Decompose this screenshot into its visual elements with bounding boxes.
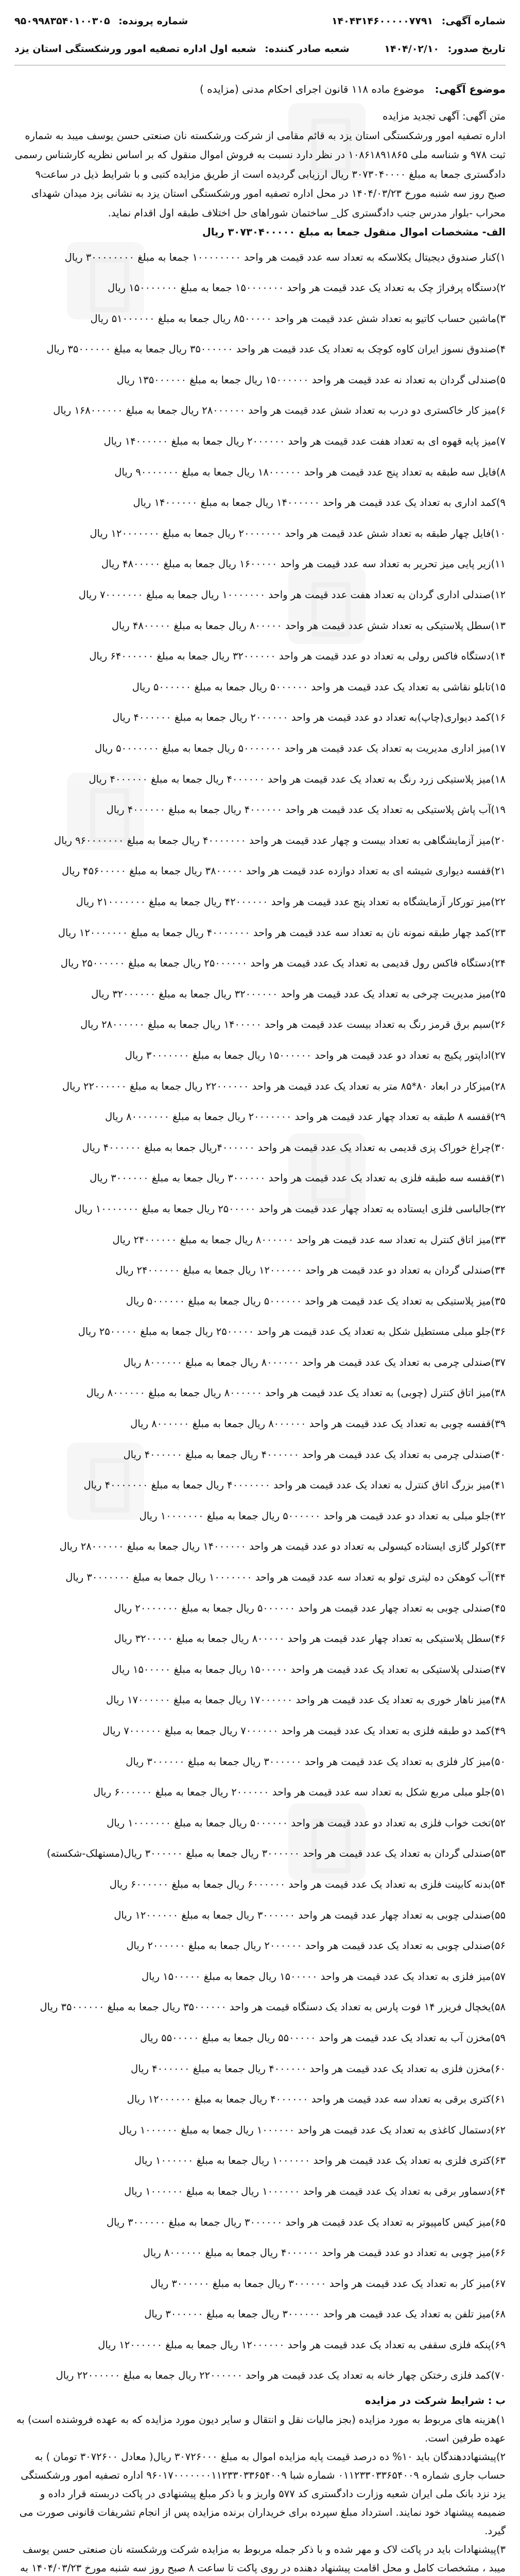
issue-date bbox=[384, 43, 506, 55]
list-item: ۳۲)جالباسی فلزی ایستاده به تعداد چهار عدد قیمت هر واحد ۲۵۰۰۰۰۰ ریال جمعا به مبلغ ۱۰۰۰۰۰۰۰ ریال bbox=[74, 1202, 506, 1215]
list-item: ۵۴)بدنه کابینت فلزی به تعداد یک عدد قیمت هر واحد ۶۰۰۰۰۰۰ ریال جمعا به مبلغ ۶۰۰۰۰۰۰ ریال bbox=[109, 1878, 506, 1890]
list-item: ۳۶)جلو مبلی مستطیل شکل به تعداد یک عدد قیمت هر واحد ۲۵۰۰۰۰۰ ریال جمعا به مبلغ ۲۵۰۰۰۰۰ ریال bbox=[78, 1326, 506, 1338]
list-item: ۴۷)صندلی پلاستیکی به تعداد یک عدد قیمت هر واحد ۱۵۰۰۰۰۰ ریال جمعا به مبلغ ۱۵۰۰۰۰۰ ریال bbox=[111, 1663, 506, 1675]
issue-date-label: تاریخ صدور: bbox=[447, 43, 506, 55]
list-item: ۱۴)دستگاه فاکس رولی به تعداد دو عدد قیمت هر واحد ۳۲۰۰۰۰۰۰ ریال جمعا به مبلغ ۶۴۰۰۰۰۰۰ ریال bbox=[89, 650, 506, 663]
list-item: ۱۳)سطل پلاستیکی به تعداد شش عدد قیمت هر واحد ۸۰۰۰۰۰ ریال جمعا به مبلغ ۴۸۰۰۰۰۰ ریال bbox=[111, 619, 506, 632]
ad-title: متن آگهی: آگهی تجدید مزایده bbox=[383, 110, 506, 122]
case-number-value: ۹۵۰۹۹۸۳۵۴۰۱۰۰۳۰۵ bbox=[14, 15, 110, 27]
list-item: ۳۷)صندلی چرمی به تعداد یک عدد قیمت هر واحد ۸۰۰۰۰۰۰ ریال جمعا به مبلغ ۸۰۰۰۰۰۰ ریال bbox=[123, 1356, 506, 1368]
list-item: ۵۳)صندلی گردان به تعداد یک عدد قیمت هر واحد ۳۰۰۰۰۰۰ ریال جمعا به مبلغ ۳۰۰۰۰۰۰ ریال(مستهلک-شکسته) bbox=[46, 1848, 506, 1860]
list-item: ۸)فایل سه طبقه به تعداد پنج عدد قیمت هر واحد ۱۸۰۰۰۰۰۰ ریال جمعا به مبلغ ۹۰۰۰۰۰۰۰ ریال bbox=[114, 466, 506, 478]
list-item: ۳۱)قفسه سه طبقه فلزی به تعداد یک عدد قیمت هر واحد ۳۰۰۰۰۰۰ ریال جمعا به مبلغ ۳۰۰۰۰۰۰ ریال bbox=[90, 1172, 506, 1184]
list-item: ۴۹)کمد دو طبقه فلزی به تعداد یک عدد قیمت هر واحد ۷۰۰۰۰۰۰ ریال جمعا به مبلغ ۷۰۰۰۰۰۰ ریال bbox=[102, 1725, 506, 1737]
list-item: ۲۰)میز آزمایشگاهی به تعداد بیست و چهار عدد قیمت هر واحد ۴۰۰۰۰۰۰۰ ریال جمعا به مبلغ ۹۶۰۰۰۰۰۰۰ ریال bbox=[54, 834, 506, 846]
condition-item: ۱)هزینه های مربوط به مورد مزایده (بجز مالیات نقل و انتقال و سایر دیون مورد مزایده که به عهده فروشنده است) به عهده طرفین است. bbox=[16, 2413, 506, 2444]
list-item: ۱۷)میز اداری مدیریت به تعداد یک عدد قیمت هر واحد ۵۰۰۰۰۰۰۰ ریال جمعا به مبلغ ۵۰۰۰۰۰۰۰ ریال bbox=[95, 742, 506, 754]
issuing-branch-label: شعبه صادر کننده: bbox=[265, 43, 350, 55]
list-item: ۳۴)صندلی گردان به تعداد دو عدد قیمت هر واحد ۱۲۰۰۰۰۰۰ ریال جمعا به مبلغ ۲۴۰۰۰۰۰۰ ریال bbox=[115, 1264, 506, 1277]
issuing-branch bbox=[14, 43, 350, 55]
list-item: ۱۹)آب پاش پلاستیکی به تعداد یک عدد قیمت هر واحد ۴۰۰۰۰۰۰ ریال جمعا به مبلغ ۴۰۰۰۰۰۰ ریال bbox=[106, 804, 506, 816]
list-item: ۶۱)کتری برقی به تعداد سه عدد قیمت هر واحد ۴۰۰۰۰۰۰ ریال جمعا به مبلغ ۱۲۰۰۰۰۰۰ ریال bbox=[127, 2093, 506, 2106]
list-item: ۲۸)میزکار در ابعاد ۸۰*۸۵ متر به تعداد یک عدد قیمت هر واحد ۲۲۰۰۰۰۰۰ ریال جمعا به مبلغ ۲۲۰۰۰۰۰۰ ریال bbox=[62, 1080, 506, 1092]
list-item: ۵۹)مخزن آب به تعداد یک عدد قیمت هر واحد ۵۵۰۰۰۰۰ ریال جمعا به مبلغ ۵۵۰۰۰۰۰ ریال bbox=[140, 2031, 506, 2044]
list-item: ۳۹)قفسه چوبی به تعداد یک عدد قیمت هر واحد ۸۰۰۰۰۰۰ ریال جمعا به مبلغ ۸۰۰۰۰۰۰ ریال bbox=[130, 1418, 506, 1430]
list-item: ۲۶)سیم برق قرمز رنگ به تعداد بیست عدد قیمت هر واحد ۱۴۰۰۰۰۰ ریال جمعا به مبلغ ۲۸۰۰۰۰۰۰ ریال bbox=[80, 1019, 506, 1031]
list-item: ۶۰)مخزن فلزی به تعداد یک عدد قیمت هر واحد ۴۰۰۰۰۰۰ ریال جمعا به مبلغ ۴۰۰۰۰۰۰ ریال bbox=[130, 2062, 506, 2075]
list-item: ۲۳)کمد چهار طبقه نمونه نان به تعداد سه عدد قیمت هر واحد ۴۰۰۰۰۰۰۰ ریال جمعا به مبلغ ۱۲۰۰۰۰۰۰۰ ریال bbox=[58, 926, 506, 939]
list-item: ۲۴)دستگاه فاکس رول قدیمی به تعداد یک عدد قیمت هر واحد ۲۵۰۰۰۰۰۰ ریال جمعا به مبلغ ۲۵۰۰۰۰۰۰ ریال bbox=[60, 957, 506, 970]
list-item: ۶۲)دستمال کاغذی به تعداد یک عدد قیمت هر واحد ۱۰۰۰۰۰۰ ریال جمعا به مبلغ ۱۰۰۰۰۰۰ ریال bbox=[118, 2124, 506, 2136]
list-item: ۵۵)صندلی چوبی به تعداد چهار عدد قیمت هر واحد ۳۰۰۰۰۰۰ ریال جمعا به مبلغ ۱۲۰۰۰۰۰۰ ریال bbox=[114, 1909, 506, 1921]
list-item: ۴۵)صندلی چوبی به تعداد چهار عدد قیمت هر واحد ۵۰۰۰۰۰۰ ریال جمعا به مبلغ ۲۰۰۰۰۰۰۰ ریال bbox=[114, 1602, 506, 1614]
list-item: ۱۵)تابلو نقاشی به تعداد یک عدد قیمت هر واحد ۵۰۰۰۰۰۰ ریال جمعا به مبلغ ۵۰۰۰۰۰۰ ریال bbox=[132, 681, 506, 693]
list-item: ۶۸)میز تلفن به تعداد یک عدد قیمت هر واحد ۳۰۰۰۰۰۰ ریال جمعا به مبلغ ۳۰۰۰۰۰۰ ریال bbox=[144, 2308, 506, 2320]
list-item: ۵)صندلی گردان به تعداد نه عدد قیمت هر واحد ۱۵۰۰۰۰۰۰ ریال جمعا به مبلغ ۱۳۵۰۰۰۰۰۰ ریال bbox=[116, 374, 506, 386]
list-item: ۴۳)کولر گازی ایستاده کیسولی به تعداد دو عدد قیمت هر واحد ۱۴۰۰۰۰۰۰ ریال جمعا به مبلغ ۲۸۰۰۰۰۰۰ ریال bbox=[59, 1540, 506, 1553]
list-item: ۲)دستگاه پرفراژ چک به تعداد یک عدد قیمت هر واحد ۱۵۰۰۰۰۰۰۰ جمعا به مبلغ ۱۵۰۰۰۰۰۰۰ ریال bbox=[107, 282, 506, 294]
list-item: ۱۸)میز پلاستیکی زرد رنگ به تعداد یک عدد قیمت هر واحد ۴۰۰۰۰۰۰ ریال جمعا به مبلغ ۴۰۰۰۰۰۰ ریال bbox=[89, 773, 506, 785]
list-item: ۵۷)میز فلزی به تعداد یک عدد قیمت هر واحد ۱۵۰۰۰۰۰ ریال جمعا به مبلغ ۱۵۰۰۰۰۰ ریال bbox=[141, 1970, 506, 1982]
condition-item: ۲)پیشنهاددهندگان باید ۱۰% ده درصد قیمت پایه مزایده اموال به مبلغ ۳۰۷۲۶۰۰۰ ریال( معادل ۳۰۷۲۶۰۰ تومان ) به حساب جاری شماره ۰۱۱۲۳۳۰۳۳۶۵۴۰۰۹ شماره شبا ۹۶۰۱۷۰۰۰۰۰۰۰۱۱۲۳۳۰۳۳۶۵۴۰۰۹ اداره تصفیه امور ورشکستگی یزد نزد بانک ملی ایران شعبه وزارت دادگستری کد ۵۷۷ واریز و با ذکر مبلغ پیشنهادی در پاکت دربسته قرار داده و ضمیمه پیشنهاد خود نمایند. استرداد مبلغ سپرده برای خریداران برنده مزایده پس از انجام تشریفات قانونی صورت می گیرد. bbox=[19, 2450, 506, 2537]
list-item: ۶۵)میز کیس کامپیوتر به تعداد یک عدد قیمت هر واحد ۳۰۰۰۰۰۰ ریال جمعا به مبلغ ۳۰۰۰۰۰۰ ریال bbox=[106, 2216, 506, 2228]
subject-label: موضوع آگهی: bbox=[435, 83, 506, 95]
list-item: ۲۲)میز تورکار آزمایشگاه به تعداد پنج عدد قیمت هر واحد ۴۲۰۰۰۰۰۰ ریال جمعا به مبلغ ۲۱۰۰۰۰۰۰۰ ریال bbox=[76, 895, 506, 908]
list-item: ۶۶)میز چوبی به تعداد دو عدد قیمت هر واحد ۴۰۰۰۰۰۰ ریال جمعا به مبلغ ۸۰۰۰۰۰۰ ریال bbox=[143, 2247, 506, 2259]
list-item: ۶۳)کتری فلزی به تعداد یک عدد قیمت هر واحد ۱۰۰۰۰۰۰ ریال جمعا به مبلغ ۱۰۰۰۰۰۰ ریال bbox=[134, 2155, 506, 2167]
list-item: ۵۸)یخچال فریزر ۱۴ فوت پارس به تعداد یک دستگاه قیمت هر واحد ۳۵۰۰۰۰۰۰ ریال جمعا به مبلغ ۳۵۰۰۰۰۰۰ ریال bbox=[40, 2001, 506, 2013]
condition-item: ۳)پیشنهادات باید در پاکت لاک و مهر شده و با ذکر جمله مربوط به مزایده شرکت ورشکسته نان صنعتی حسن یوسف میبد ، مشخصات کامل و محل اقامت پیشنهاد دهنده در روی پاکت تا ساعت ۸ صبح روز سه شنبه مورخ ۱۴۰۴/۰۳/۲۳ به bbox=[20, 2543, 506, 2574]
list-item: ۳۳)میز اتاق کنترل به تعداد سه عدد قیمت هر واحد ۸۰۰۰۰۰۰ ریال جمعا به مبلغ ۲۴۰۰۰۰۰۰ ریال bbox=[112, 1233, 506, 1246]
list-item: ۳۸)میز اتاق کنترل (چوبی) به تعداد یک عدد قیمت هر واحد ۸۰۰۰۰۰۰ ریال جمعا به مبلغ ۸۰۰۰۰۰۰ ریال bbox=[86, 1387, 506, 1399]
list-item: ۲۷)اداپتور پکیج به تعداد دو عدد قیمت هر واحد ۱۵۰۰۰۰۰۰ ریال جمعا به مبلغ ۳۰۰۰۰۰۰۰ ریال bbox=[125, 1049, 506, 1061]
list-item: ۴۸)میز ناهار خوری به تعداد یک عدد قیمت هر واحد ۱۷۰۰۰۰۰۰ ریال جمعا به مبلغ ۱۷۰۰۰۰۰۰ ریال bbox=[106, 1694, 506, 1706]
list-item: ۵۶)صندلی چوبی به تعداد یک عدد قیمت هر واحد ۲۰۰۰۰۰۰ ریال جمعا به مبلغ ۲۰۰۰۰۰۰ ریال bbox=[126, 1940, 506, 1952]
list-item: ۳۵)میز پلاستیکی به تعداد یک عدد قیمت هر واحد ۵۰۰۰۰۰۰ ریال جمعا به مبلغ ۵۰۰۰۰۰۰ ریال bbox=[126, 1295, 506, 1307]
conditions-list bbox=[14, 2411, 506, 2576]
list-item: ۹)کمد اداری به تعداد یک عدد قیمت هر واحد ۱۴۰۰۰۰۰۰ ریال جمعا به مبلغ ۱۴۰۰۰۰۰۰ ریال bbox=[133, 497, 506, 509]
list-item: ۶۴)دسماور برقی به تعداد یک عدد قیمت هر واحد ۱۰۰۰۰۰۰ ریال جمعا به مبلغ ۱۰۰۰۰۰۰ ریال bbox=[124, 2185, 506, 2197]
list-item: ۱۲)صندلی اداری گردان به تعداد هفت عدد قیمت هر واحد ۱۰۰۰۰۰۰۰ ریال جمعا به مبلغ ۷۰۰۰۰۰۰۰ ریال bbox=[78, 589, 506, 601]
ad-number bbox=[332, 15, 506, 27]
list-item: ۴۴)آب کوهکن ده لیتری تولو به تعداد سه عدد قیمت هر واحد ۱۰۰۰۰۰۰۰ ریال جمعا به مبلغ ۳۰۰۰۰۰۰۰ ریال bbox=[65, 1571, 506, 1584]
list-item: ۵۲)تخت خواب فلزی به تعداد دو عدد قیمت هر واحد ۵۰۰۰۰۰۰ ریال جمعا به مبلغ ۱۰۰۰۰۰۰۰ ریال bbox=[107, 1817, 506, 1829]
list-item: ۲۱)قفسه دیواری شیشه ای به تعداد دوازده عدد قیمت هر واحد ۳۸۰۰۰۰۰ ریال جمعا به مبلغ ۴۵۶۰۰۰۰۰ ریال bbox=[61, 865, 506, 877]
list-item: ۴۲)جلو مبلی به تعداد دو عدد قیمت هر واحد ۵۰۰۰۰۰۰ ریال جمعا به مبلغ ۱۰۰۰۰۰۰۰ ریال bbox=[139, 1510, 506, 1522]
list-item: ۱۱)زیر پایی میز تحریر به تعداد سه عدد قیمت هر واحد ۱۶۰۰۰۰۰ ریال جمعا به مبلغ ۴۸۰۰۰۰۰ ریال bbox=[101, 558, 506, 570]
list-item: ۲۹)قفسه ۸ طبقه به تعداد چهار عدد قیمت هر واحد ۲۰۰۰۰۰۰۰ ریال جمعا به مبلغ ۸۰۰۰۰۰۰۰ ریال bbox=[105, 1111, 506, 1123]
ad-document bbox=[14, 0, 506, 2576]
intro-paragraph: اداره تصفیه امور ورشکستگی استان یزد به قائم مقامی از شرکت ورشکسته نان صنعتی حسن یوسف میبد به شماره ثبت ۹۷۸ و شناسه ملی ۱۰۸۶۱۸۹۱۸۶۵ در نظر دارد نسبت به فروش اموال منقول که بر اساس نظریه کارشناس رسمی دادگستری جمعا به مبلغ ۳۰۷۳۰۴۰۰۰۰ ریال ارزیابی گردیده است از طریق مزایده کتبی و با شرایط ذیل در ساعت۹ صبح روز سه شنبه مورخ ۱۴۰۴/۰۳/۲۳ در محل اداره تصفیه امور ورشکستگی استان یزد به نشانی یزد میدان شهدای محراب -بلوار مدرس جنب دادگستری کل_ ساختمان شوراهای حل اختلاف طبقه اول اقدام نماید. bbox=[14, 129, 506, 219]
subject-value: موضوع ماده ۱۱۸ قانون اجرای احکام مدنی (مزایده ) bbox=[199, 83, 425, 95]
list-item: ۷)میز پایه قهوه ای به تعداد هفت عدد قیمت هر واحد ۲۰۰۰۰۰۰ ریال جمعا به مبلغ ۱۴۰۰۰۰۰۰ ریال bbox=[103, 435, 506, 448]
items-list bbox=[14, 242, 506, 2392]
list-item: ۴)صندوق نسوز ایران کاوه کوچک به تعداد یک عدد قیمت هر واحد ۳۵۰۰۰۰۰۰ ریال جمعا به مبلغ ۳۵۰۰۰۰۰۰ ریال bbox=[46, 343, 506, 355]
issue-date-value: ۱۴۰۴/۰۲/۱۰ bbox=[384, 43, 440, 55]
list-item: ۴۶)سطل پلاستیکی به تعداد چهار عدد قیمت هر واحد ۸۰۰۰۰۰ ریال جمعا به مبلغ ۳۲۰۰۰۰۰ ریال bbox=[114, 1633, 506, 1645]
ad-number-value: ۱۴۰۴۳۱۴۶۰۰۰۰۰۷۷۹۱ bbox=[331, 15, 434, 27]
list-item: ۴۰)صندلی چرمی به تعداد یک عدد قیمت هر واحد ۴۰۰۰۰۰۰ ریال جمعا به مبلغ ۴۰۰۰۰۰۰ ریال bbox=[123, 1448, 506, 1461]
header-row-2 bbox=[14, 43, 506, 55]
list-item: ۱۶)کمد دیواری(چاپ)به تعداد دو عدد قیمت هر واحد ۲۰۰۰۰۰۰ ریال جمعا به مبلغ ۴۰۰۰۰۰۰ ریال bbox=[112, 711, 506, 724]
issuing-branch-value: شعبه اول اداره تصفیه امور ورشکستگی استان یزد bbox=[14, 43, 256, 55]
items-list-title: الف- مشخصات اموال منقول جمعا به مبلغ ۳۰۷۳۰۴۰۰۰۰۰ ریال bbox=[202, 226, 506, 238]
list-item: ۶)میز کار خاکستری دو درب به تعداد شش عدد قیمت هر واحد ۲۸۰۰۰۰۰۰ ریال جمعا به مبلغ ۱۶۸۰۰۰۰۰۰ ریال bbox=[53, 404, 506, 417]
list-item: ۱)کنار صندوق دیجیتال یکلاسکه به تعداد سه عدد قیمت هر واحد ۱۰۰۰۰۰۰۰۰ جمعا به مبلغ ۳۰۰۰۰۰۰۰۰ ریال bbox=[64, 251, 506, 263]
ad-subject bbox=[14, 83, 506, 95]
header-row-1 bbox=[14, 15, 506, 27]
list-item: ۳۰)چراغ خوراک پزی قدیمی به تعداد یک عدد قیمت هر واحد ۴۰۰۰۰۰۰ریال جمعا به مبلغ ۴۰۰۰۰۰۰ ریال bbox=[82, 1141, 506, 1154]
list-item: ۶۷)میز کار به تعداد یک عدد قیمت هر واحد ۳۰۰۰۰۰۰ ریال جمعا به مبلغ ۳۰۰۰۰۰۰ ریال bbox=[150, 2277, 506, 2290]
list-item: ۵۱)جلو مبلی مربع شکل به تعداد سه عدد قیمت هر واحد ۲۰۰۰۰۰۰ ریال جمعا به مبلغ ۶۰۰۰۰۰۰ ریال bbox=[93, 1786, 506, 1799]
list-item: ۴۱)میز بزرگ اتاق کنترل به تعداد یک عدد قیمت هر واحد ۴۰۰۰۰۰۰۰ ریال جمعا به مبلغ ۴۰۰۰۰۰۰۰ ریال bbox=[83, 1479, 506, 1492]
case-number bbox=[14, 15, 188, 27]
list-item: ۵۰)میز کار فلزی به تعداد یک عدد قیمت هر واحد ۳۰۰۰۰۰۰ ریال جمعا به مبلغ ۳۰۰۰۰۰۰ ریال bbox=[126, 1755, 506, 1768]
ad-number-label: شماره آگهی: bbox=[441, 15, 506, 27]
list-item: ۲۵)میز مدیریت چرخی به تعداد یک عدد قیمت هر واحد ۳۲۰۰۰۰۰۰ ریال جمعا به مبلغ ۳۲۰۰۰۰۰۰ ریال bbox=[91, 988, 506, 1000]
list-item: ۱۰)فایل چهار طبقه به تعداد شش عدد قیمت هر واحد ۲۰۰۰۰۰۰۰ ریال جمعا به مبلغ ۱۲۰۰۰۰۰۰۰ ریال bbox=[90, 527, 506, 539]
case-number-label: شماره پرونده: bbox=[118, 15, 188, 27]
conditions-title: ب : شرایط شرکت در مزایده bbox=[365, 2395, 506, 2407]
list-item: ۳)ماشین حساب کاتیو به تعداد شش عدد قیمت هر واحد ۸۵۰۰۰۰۰ ریال جمعا به مبلغ ۵۱۰۰۰۰۰۰ ریال bbox=[90, 312, 506, 325]
list-item: ۷۰)کمد فلزی رختکن چهار خانه به تعداد یک عدد قیمت هر واحد ۲۲۰۰۰۰۰۰ ریال جمعا به مبلغ ۲۲۰۰۰۰۰۰ ریال bbox=[56, 2369, 506, 2382]
list-item: ۶۹)پنکه فلزی سقفی به تعداد یک عدد قیمت هر واحد ۱۲۰۰۰۰۰۰ ریال جمعا به مبلغ ۱۲۰۰۰۰۰۰ ریال bbox=[98, 2338, 506, 2351]
